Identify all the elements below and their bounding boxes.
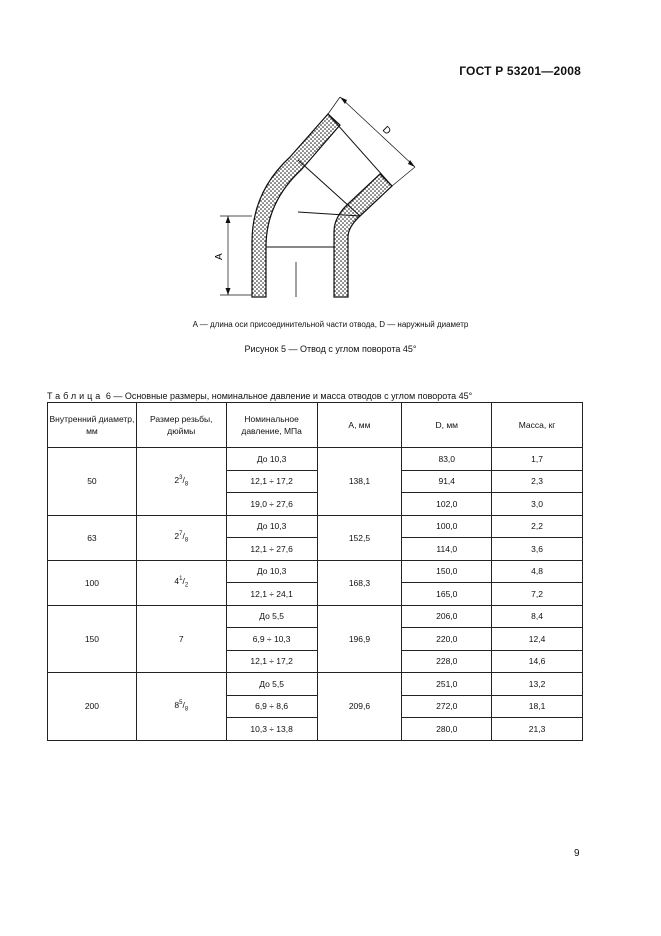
dimension-d-line xyxy=(340,97,415,167)
cell-a: 152,5 xyxy=(317,515,402,560)
table-title-text: 6 — Основные размеры, номинальное давление и масса отводов с углом поворота 45° xyxy=(105,391,473,401)
cell-d: 251,0 xyxy=(402,673,492,696)
cell-thread xyxy=(136,515,226,560)
figure-title: Рисунок 5 — Отвод с углом поворота 45° xyxy=(244,344,417,354)
table-title-prefix: Таблица xyxy=(47,391,104,401)
cell-pressure: До 5,5 xyxy=(226,605,317,628)
cell-pressure: 12,1 ÷ 17,2 xyxy=(226,470,317,493)
cell-a: 209,6 xyxy=(317,673,402,741)
cell-d: 102,0 xyxy=(402,493,492,516)
document-code: ГОСТ Р 53201—2008 xyxy=(459,64,581,78)
cell-d: 165,0 xyxy=(402,583,492,606)
cell-mass: 12,4 xyxy=(492,628,583,651)
thread-numerator: 5 xyxy=(179,700,183,707)
thread-denominator: 8 xyxy=(184,706,189,713)
thread-numerator: 7 xyxy=(179,531,183,538)
fraction-slash: / xyxy=(182,474,185,485)
cell-inner-diameter: 200 xyxy=(48,673,137,741)
cell-thread xyxy=(136,605,226,673)
cell-mass: 14,6 xyxy=(492,650,583,673)
table-row xyxy=(48,560,583,583)
cell-inner-diameter: 50 xyxy=(48,448,137,516)
cell-d: 206,0 xyxy=(402,605,492,628)
cell-pressure: До 5,5 xyxy=(226,673,317,696)
cell-pressure: 10,3 ÷ 13,8 xyxy=(226,718,317,741)
table-title xyxy=(47,391,472,401)
cell-inner-diameter: 100 xyxy=(48,560,137,605)
cell-mass: 18,1 xyxy=(492,695,583,718)
cell-d: 100,0 xyxy=(402,515,492,538)
header-a: A, мм xyxy=(317,403,402,448)
cell-pressure: 12,1 ÷ 17,2 xyxy=(226,650,317,673)
elbow-figure xyxy=(200,92,430,307)
thread-whole: 7 xyxy=(178,633,184,644)
cell-d: 280,0 xyxy=(402,718,492,741)
table-row xyxy=(48,448,583,471)
cell-a: 138,1 xyxy=(317,448,402,516)
thread-whole: 2 xyxy=(174,474,180,485)
cell-d: 220,0 xyxy=(402,628,492,651)
thread-denominator: 8 xyxy=(184,481,189,488)
cell-thread xyxy=(136,560,226,605)
cell-d: 272,0 xyxy=(402,695,492,718)
table-row xyxy=(48,515,583,538)
cell-pressure: До 10,3 xyxy=(226,448,317,471)
cell-mass: 1,7 xyxy=(492,448,583,471)
fraction-slash: / xyxy=(182,576,185,587)
cell-mass: 21,3 xyxy=(492,718,583,741)
dimensions-table xyxy=(47,402,583,741)
inner-wall xyxy=(334,174,392,297)
cell-pressure: До 10,3 xyxy=(226,515,317,538)
thread-whole: 2 xyxy=(174,531,180,542)
cell-inner-diameter: 150 xyxy=(48,605,137,673)
header-pressure: Номинальное давление, МПа xyxy=(226,403,317,448)
figure-legend: A — длина оси присоединительной части отвода, D — наружный диаметр xyxy=(192,320,469,329)
thread-numerator: 3 xyxy=(179,475,183,482)
cell-mass: 13,2 xyxy=(492,673,583,696)
cell-thread xyxy=(136,448,226,516)
header-thread: Размер резьбы, дюймы xyxy=(136,403,226,448)
cell-a: 168,3 xyxy=(317,560,402,605)
cell-mass: 7,2 xyxy=(492,583,583,606)
cell-mass: 4,8 xyxy=(492,560,583,583)
cell-d: 83,0 xyxy=(402,448,492,471)
fraction-slash: / xyxy=(182,699,185,710)
cell-thread xyxy=(136,673,226,741)
cell-pressure: 6,9 ÷ 10,3 xyxy=(226,628,317,651)
cell-mass: 2,2 xyxy=(492,515,583,538)
cell-pressure: 12,1 ÷ 24,1 xyxy=(226,583,317,606)
thread-denominator: 8 xyxy=(184,537,189,544)
cell-pressure: До 10,3 xyxy=(226,560,317,583)
table-row xyxy=(48,605,583,628)
cell-d: 114,0 xyxy=(402,538,492,561)
axis-line xyxy=(298,160,360,216)
end-face xyxy=(328,114,392,186)
cell-pressure: 6,9 ÷ 8,6 xyxy=(226,695,317,718)
table-row xyxy=(48,673,583,696)
dimension-a-label: A xyxy=(214,253,225,260)
cell-d: 91,4 xyxy=(402,470,492,493)
thread-denominator: 2 xyxy=(184,582,189,589)
page-number: 9 xyxy=(574,848,580,859)
cell-mass: 2,3 xyxy=(492,470,583,493)
header-inner-diameter: Внутренний диаметр, мм xyxy=(48,403,137,448)
header-d: D, мм xyxy=(402,403,492,448)
cell-pressure: 12,1 ÷ 27,6 xyxy=(226,538,317,561)
cell-d: 228,0 xyxy=(402,650,492,673)
cell-d: 150,0 xyxy=(402,560,492,583)
cell-mass: 3,6 xyxy=(492,538,583,561)
header-mass: Масса, кг xyxy=(492,403,583,448)
cell-a: 196,9 xyxy=(317,605,402,673)
dimension-d-label: D xyxy=(379,124,393,138)
fraction-slash: / xyxy=(182,531,185,542)
cell-mass: 3,0 xyxy=(492,493,583,516)
thread-whole: 4 xyxy=(174,576,180,587)
elbow-45-drawing xyxy=(200,92,430,307)
thread-numerator: 1 xyxy=(179,576,183,583)
thread-whole: 8 xyxy=(174,699,180,710)
cell-pressure: 19,0 ÷ 27,6 xyxy=(226,493,317,516)
cell-inner-diameter: 63 xyxy=(48,515,137,560)
table-header-row xyxy=(48,403,583,448)
cell-mass: 8,4 xyxy=(492,605,583,628)
